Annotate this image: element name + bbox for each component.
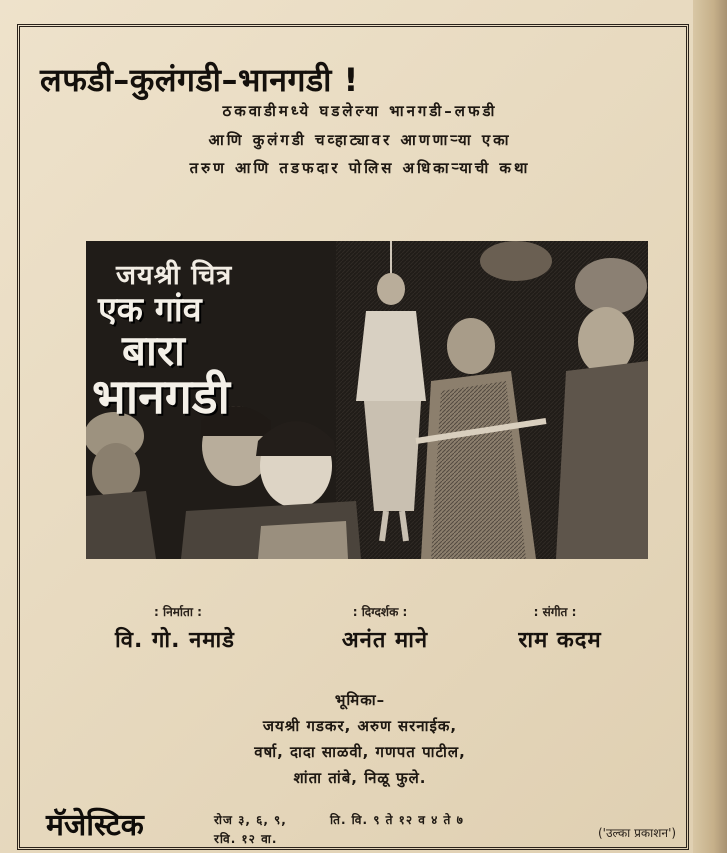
producer-name: वि. गो. नमाडे: [115, 628, 235, 653]
poster-title-line-1: एक गांव: [98, 290, 202, 330]
music-composer-name: राम कदम: [518, 628, 602, 653]
theatre-name: मॅजेस्टिक: [46, 808, 144, 843]
sunday-showtime: रवि. १२ वा.: [214, 832, 278, 846]
daily-showtimes: रोज ३, ६, ९,: [214, 813, 287, 827]
ad-headline: लफडी–कुलंगडी–भानगडी !: [40, 61, 359, 99]
music-label: : संगीत :: [533, 605, 577, 619]
cast-line-1: जयश्री गडकर, अरुण सरनाईक,: [262, 717, 458, 735]
cast-line-3: शांता तांबे, निळू फुले.: [293, 769, 427, 787]
booking-hours: ति. वि. ९ ते १२ व ४ ते ७: [330, 813, 464, 827]
producer-label: : निर्माता :: [154, 605, 202, 619]
tagline-line-2: आणि कुलंगडी चव्हाट्यावर आणणाऱ्या एका: [208, 131, 512, 149]
tagline-line-1: ठकवाडीमध्ये घडलेल्या भानगडी–लफडी: [222, 102, 498, 120]
tagline-line-3: तरुण आणि तडफदार पोलिस अधिकाऱ्याची कथा: [189, 159, 531, 177]
poster-title-line-3: भानगडी: [92, 369, 230, 425]
page-spine-edge: [693, 0, 727, 853]
poster-brand-text: जयश्री चित्र: [116, 260, 233, 291]
poster-title-line-2: बारा: [122, 326, 185, 375]
film-poster-image: [86, 241, 648, 559]
publisher-credit: ('उल्का प्रकाशन'): [598, 826, 677, 840]
cast-heading: भूमिका–: [334, 691, 386, 709]
director-name: अनंत माने: [341, 628, 429, 653]
cast-line-2: वर्षा, दादा साळवी, गणपत पाटील,: [254, 743, 466, 761]
director-label: : दिग्दर्शक :: [352, 605, 408, 619]
